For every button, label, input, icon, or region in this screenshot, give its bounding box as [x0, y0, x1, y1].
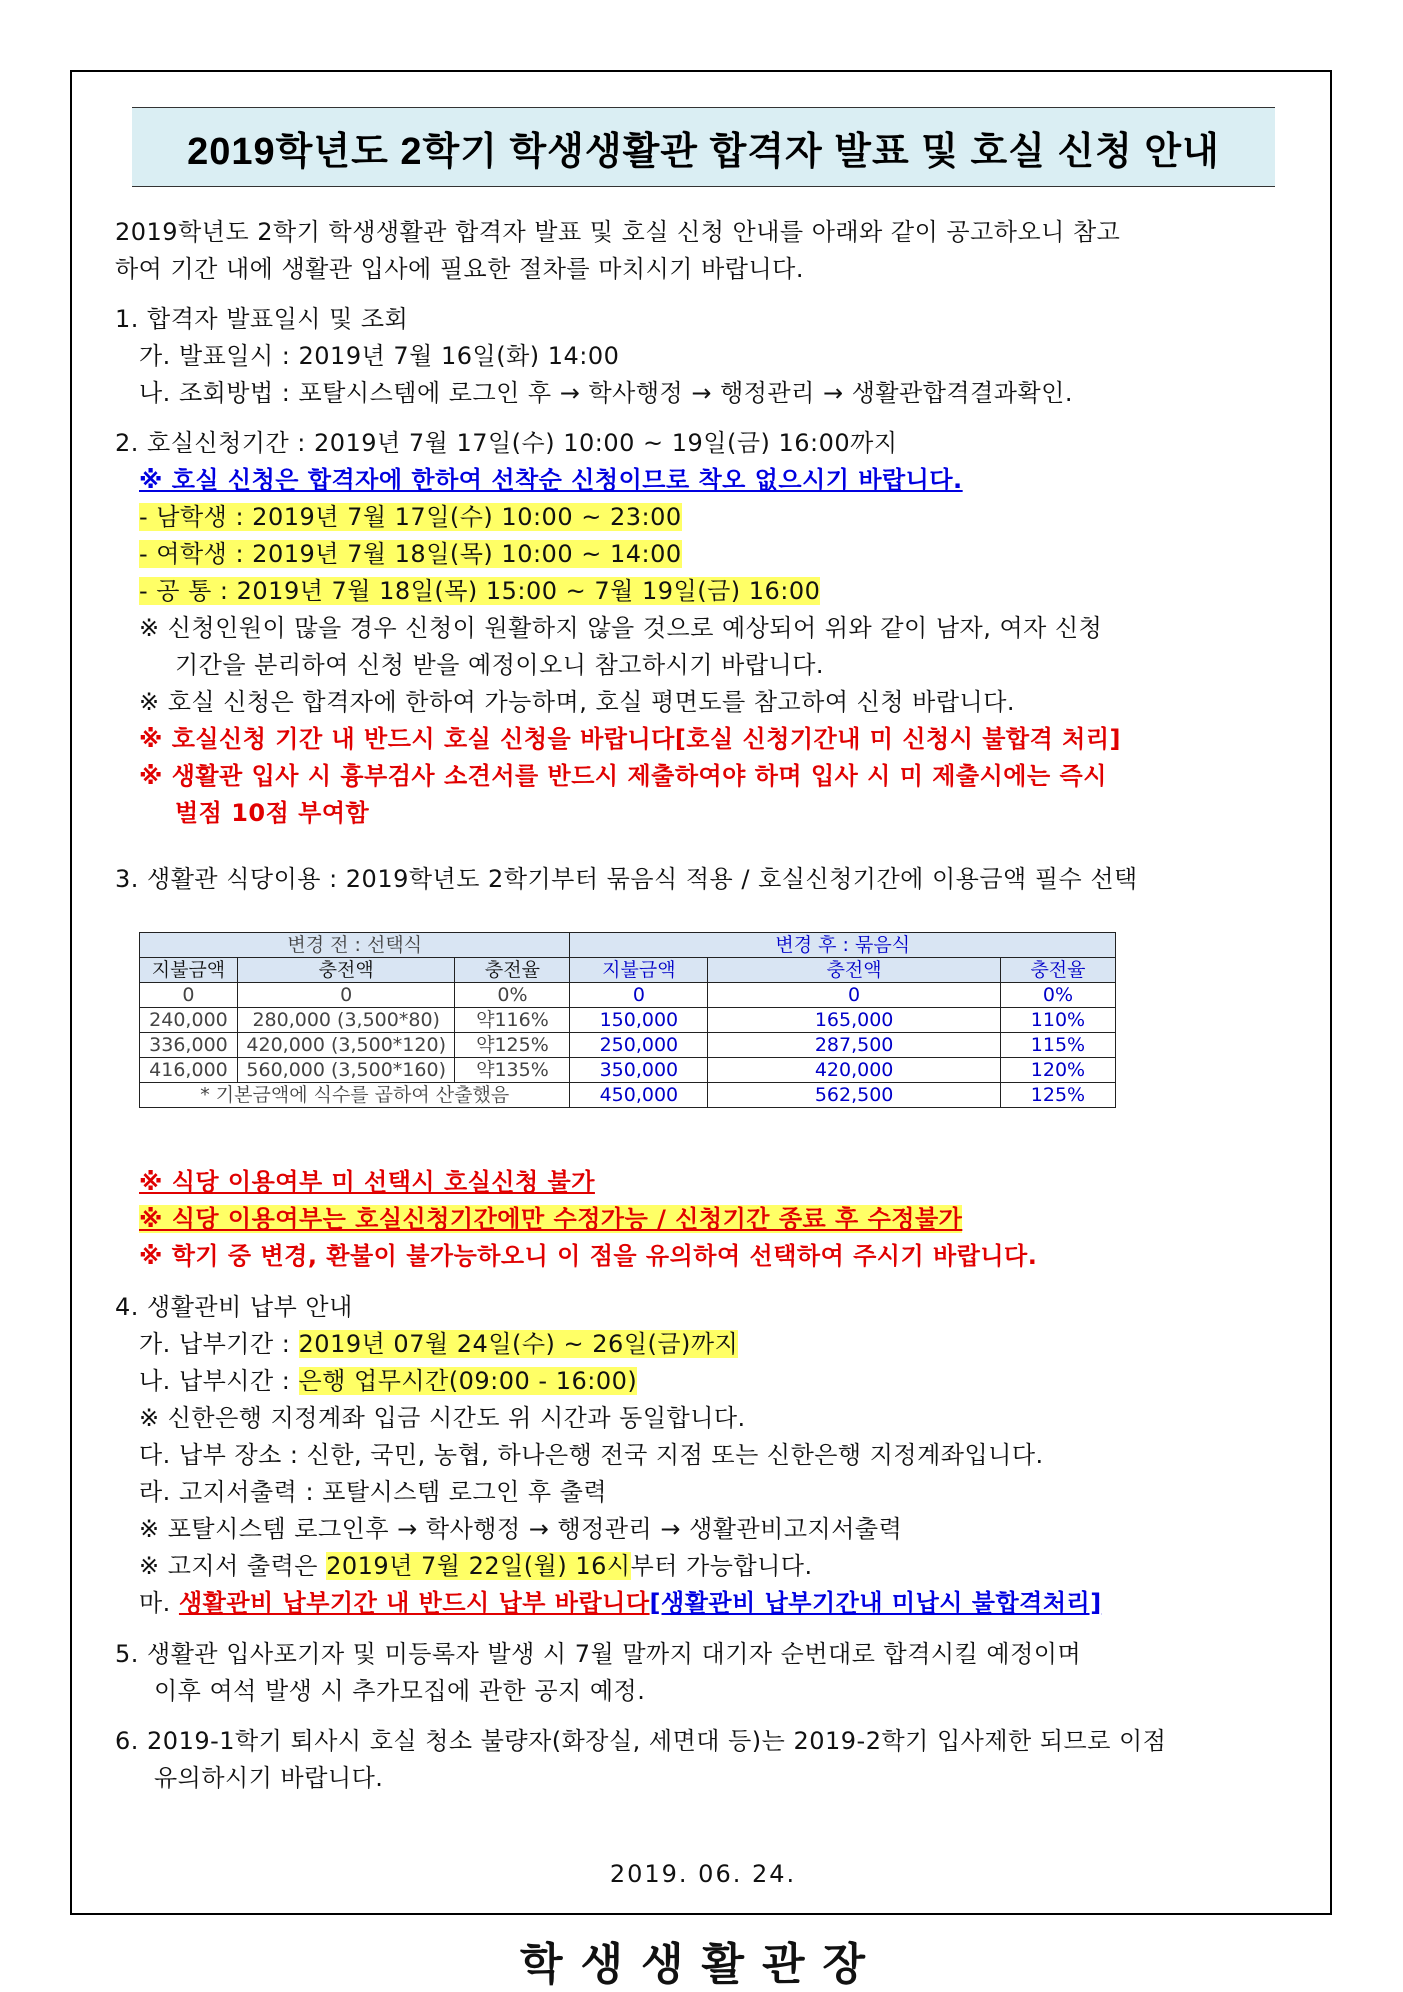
table-row: [140, 1008, 1116, 1033]
table-cell: 125%: [1000, 1083, 1115, 1108]
section-2-note-1a: ※ 신청인원이 많을 경우 신청이 원활하지 않을 것으로 예상되어 위와 같이 남자, 여자 신청: [139, 614, 1103, 642]
section-2-note-1b: 기간을 분리하여 신청 받을 예정이오니 참고하시기 바랍니다.: [175, 651, 825, 679]
section-6-line-2: 유의하시기 바랍니다.: [154, 1764, 384, 1792]
note-text: ※ 고지서 출력은: [139, 1552, 327, 1580]
table-cell: 120%: [1000, 1058, 1115, 1083]
section-4-note-2: ※ 포탈시스템 로그인후 → 학사행정 → 행정관리 → 생활관비고지서출력: [139, 1515, 903, 1543]
payment-warning: 생활관비 납부기간 내 반드시 납부 바랍니다: [178, 1589, 650, 1617]
intro-line-2: 하여 기간 내에 생활관 입사에 필요한 절차를 마치시기 바랍니다.: [115, 255, 804, 283]
section-3-heading: 3. 생활관 식당이용 : 2019학년도 2학기부터 묶음식 적용 / 호실신청기간에 이용금액 필수 선택: [115, 865, 1138, 893]
section-2-red-note-1: ※ 호실신청 기간 내 반드시 호실 신청을 바랍니다[호실 신청기간내 미 신청시 불합격 처리]: [139, 725, 1121, 753]
section-4-note-1: ※ 신한은행 지정계좌 입금 시간도 위 시간과 동일합니다.: [139, 1404, 746, 1432]
col-before-charge: 충전액: [237, 958, 455, 983]
meal-warning-2: ※ 식당 이용여부는 호실신청기간에만 수정가능 / 신청기간 종료 후 수정불가: [139, 1205, 963, 1233]
col-after-pay: 지불금액: [570, 958, 708, 983]
table-cell: 0%: [455, 983, 570, 1008]
meal-warning-3: ※ 학기 중 변경, 환불이 불가능하오니 이 점을 유의하여 선택하여 주시기 바랍니다.: [139, 1242, 1038, 1270]
section-5-line-1: 5. 생활관 입사포기자 및 미등록자 발생 시 7월 말까지 대기자 순번대로 합격시킬 예정이며: [115, 1640, 1082, 1668]
issuer-signature: 학생생활관장: [519, 1939, 884, 1990]
section-2-heading: 2. 호실신청기간 : 2019년 7월 17일(수) 10:00 ~ 19일(금) 16:00까지: [115, 429, 898, 457]
item-label: 나. 납부시간 :: [139, 1367, 299, 1395]
section-6-line-1: 6. 2019-1학기 퇴사시 호실 청소 불량자(화장실, 세면대 등)는 2019-2학기 입사제한 되므로 이점: [115, 1727, 1167, 1755]
table-cell: 416,000: [140, 1058, 238, 1083]
section-2-red-note-2a: ※ 생활관 입사 시 흉부검사 소견서를 반드시 제출하여야 하며 입사 시 미 제출시에는 즉시: [139, 762, 1107, 790]
table-note: * 기본금액에 식수를 곱하여 산출했음: [140, 1083, 570, 1108]
table-cell: 115%: [1000, 1033, 1115, 1058]
section-1-item-b: 나. 조회방법 : 포탈시스템에 로그인 후 → 학사행정 → 행정관리 → 생활관합격결과확인.: [139, 379, 1073, 407]
table-row: [140, 1058, 1116, 1083]
payment-period: 2019년 07월 24일(수) ~ 26일(금)까지: [298, 1330, 739, 1358]
table-cell: 250,000: [570, 1033, 708, 1058]
table-row: [140, 1033, 1116, 1058]
table-cell: 287,500: [708, 1033, 1001, 1058]
schedule-male: - 남학생 : 2019년 7월 17일(수) 10:00 ~ 23:00: [139, 503, 682, 531]
table-cell: 165,000: [708, 1008, 1001, 1033]
col-after-charge: 충전액: [708, 958, 1001, 983]
table-row: [140, 1083, 1116, 1108]
schedule-common: - 공 통 : 2019년 7월 18일(목) 15:00 ~ 7월 19일(금) 16:00: [139, 577, 821, 605]
intro-line-1: 2019학년도 2학기 학생생활관 합격자 발표 및 호실 신청 안내를 아래와 같이 공고하오니 참고: [115, 218, 1121, 246]
table-cell: 0%: [1000, 983, 1115, 1008]
payment-penalty: [생활관비 납부기간내 미납시 불합격처리]: [649, 1589, 1102, 1617]
section-4-item-a: [139, 1327, 738, 1361]
table-cell: 420,000 (3,500*120): [237, 1033, 455, 1058]
meal-warning-1: ※ 식당 이용여부 미 선택시 호실신청 불가: [139, 1168, 595, 1196]
meal-fee-table: [139, 932, 1116, 1108]
title-box: [132, 107, 1275, 187]
table-cell: 336,000: [140, 1033, 238, 1058]
col-before-rate: 충전율: [455, 958, 570, 983]
section-1-item-a: 가. 발표일시 : 2019년 7월 16일(화) 14:00: [139, 342, 620, 370]
section-4-heading: 4. 생활관비 납부 안내: [115, 1293, 353, 1321]
notice-frame: [70, 70, 1332, 1915]
section-2-note-2: ※ 호실 신청은 합격자에 한하여 가능하며, 호실 평면도를 참고하여 신청 바랍니다.: [139, 688, 1016, 716]
table-cell: 420,000: [708, 1058, 1001, 1083]
page-title: 2019학년도 2학기 학생생활관 합격자 발표 및 호실 신청 안내: [187, 130, 1220, 173]
table-cell: 350,000: [570, 1058, 708, 1083]
before-group-header: 변경 전 : 선택식: [140, 933, 570, 958]
col-after-rate: 충전율: [1000, 958, 1115, 983]
note-text: 부터 가능합니다.: [630, 1552, 813, 1580]
section-5-line-2: 이후 여석 발생 시 추가모집에 관한 공지 예정.: [154, 1677, 646, 1705]
col-before-pay: 지불금액: [140, 958, 238, 983]
table-cell: 약135%: [455, 1058, 570, 1083]
table-cell: 약116%: [455, 1008, 570, 1033]
table-cell: 240,000: [140, 1008, 238, 1033]
section-4-item-c: 다. 납부 장소 : 신한, 국민, 농협, 하나은행 전국 지점 또는 신한은행 지정계좌입니다.: [139, 1441, 1044, 1469]
table-cell: 280,000 (3,500*80): [237, 1008, 455, 1033]
table-cell: 560,000 (3,500*160): [237, 1058, 455, 1083]
table-cell: 약125%: [455, 1033, 570, 1058]
table-cell: 562,500: [708, 1083, 1001, 1108]
section-1-heading: 1. 합격자 발표일시 및 조회: [115, 305, 409, 333]
section-2-notice: ※ 호실 신청은 합격자에 한하여 선착순 신청이므로 착오 없으시기 바랍니다.: [139, 466, 963, 494]
section-4-item-b: [139, 1364, 637, 1398]
section-4-item-e: [139, 1586, 1102, 1620]
notice-date: 2019. 06. 24.: [609, 1860, 797, 1888]
table-cell: 0: [570, 983, 708, 1008]
section-2-red-note-2b: 벌점 10점 부여함: [175, 799, 370, 827]
bill-print-date: 2019년 7월 22일(월) 16시: [326, 1552, 631, 1580]
schedule-female: - 여학생 : 2019년 7월 18일(목) 10:00 ~ 14:00: [139, 540, 682, 568]
table-cell: 0: [140, 983, 238, 1008]
section-4-note-3: [139, 1549, 813, 1583]
table-cell: 150,000: [570, 1008, 708, 1033]
section-4-item-d: 라. 고지서출력 : 포탈시스템 로그인 후 출력: [139, 1478, 608, 1506]
payment-hours: 은행 업무시간(09:00 - 16:00): [298, 1367, 638, 1395]
table-cell: 110%: [1000, 1008, 1115, 1033]
item-label: 마.: [139, 1589, 179, 1617]
after-group-header: 변경 후 : 묶음식: [570, 933, 1116, 958]
table-cell: 450,000: [570, 1083, 708, 1108]
table-cell: 0: [237, 983, 455, 1008]
item-label: 가. 납부기간 :: [139, 1330, 299, 1358]
table-cell: 0: [708, 983, 1001, 1008]
table-row: [140, 983, 1116, 1008]
